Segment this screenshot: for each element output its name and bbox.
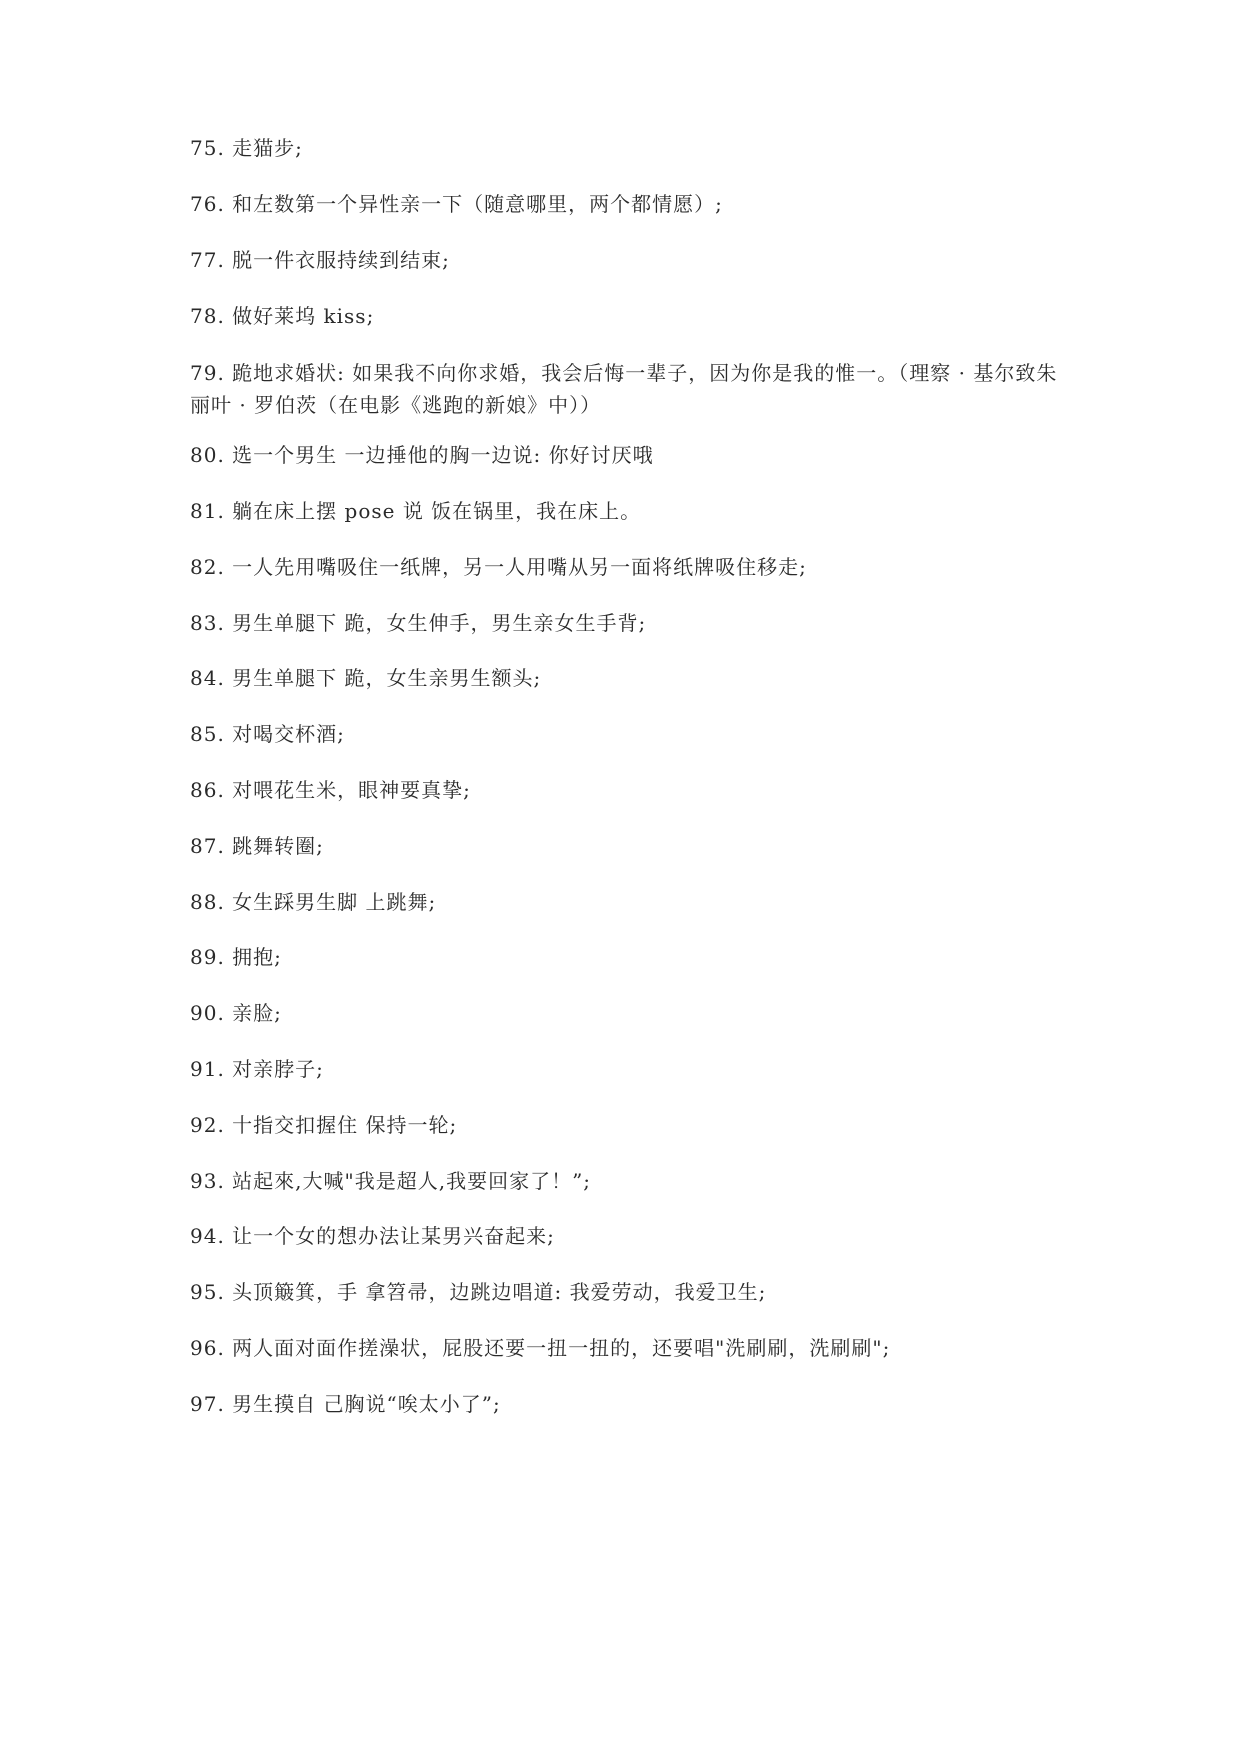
item-number: 84.	[190, 666, 225, 690]
item-number: 81.	[190, 499, 225, 523]
item-number: 94.	[190, 1224, 225, 1248]
item-text: 躺在床上摆 pose 说 饭在锅里，我在床上。	[232, 499, 642, 523]
item-number: 82.	[190, 555, 225, 579]
list-item	[190, 1221, 1070, 1251]
item-text: 对亲脖子;	[232, 1057, 324, 1081]
item-text: 对喝交杯酒;	[232, 722, 345, 746]
list-item	[190, 301, 1070, 331]
item-text: 男生单腿下 跪，女生亲男生额头;	[232, 666, 542, 690]
list-item	[190, 552, 1070, 582]
item-number: 79.	[190, 361, 225, 385]
list-item	[190, 942, 1070, 972]
list-item	[190, 496, 1070, 526]
item-text: 脱一件衣服持续到结束;	[232, 248, 450, 272]
list-item	[190, 998, 1070, 1028]
list-item	[190, 1166, 1070, 1196]
item-text: 头顶簸箕，手 拿笤帚，边跳边唱道: 我爱劳动，我爱卫生;	[232, 1280, 767, 1304]
item-text: 男生单腿下 跪，女生伸手，男生亲女生手背;	[232, 611, 647, 635]
item-number: 75.	[190, 136, 225, 160]
item-number: 77.	[190, 248, 225, 272]
item-number: 86.	[190, 778, 225, 802]
item-text: 一人先用嘴吸住一纸牌，另一人用嘴从另一面将纸牌吸住移走;	[232, 555, 807, 579]
item-number: 87.	[190, 834, 225, 858]
item-text: 做好莱坞 kiss;	[232, 304, 375, 328]
list-item	[190, 245, 1070, 275]
item-text: 站起來,大喊"我是超人,我要回家了！”;	[232, 1169, 592, 1193]
list-item	[190, 1110, 1070, 1140]
list-item	[190, 357, 1070, 421]
item-text: 拥抱;	[232, 945, 282, 969]
item-text: 走猫步;	[232, 136, 303, 160]
list-item	[190, 189, 1070, 219]
item-number: 95.	[190, 1280, 225, 1304]
list-item	[190, 663, 1070, 693]
item-text: 跳舞转圈;	[232, 834, 324, 858]
item-number: 80.	[190, 443, 225, 467]
item-number: 91.	[190, 1057, 225, 1081]
list-item	[190, 1054, 1070, 1084]
item-number: 92.	[190, 1113, 225, 1137]
item-number: 90.	[190, 1001, 225, 1025]
item-number: 88.	[190, 890, 225, 914]
list-item	[190, 133, 1070, 163]
item-text: 女生踩男生脚 上跳舞;	[232, 890, 437, 914]
list-item	[190, 887, 1070, 917]
list-item	[190, 1277, 1070, 1307]
item-number: 76.	[190, 192, 225, 216]
item-text: 十指交扣握住 保持一轮;	[232, 1113, 458, 1137]
item-number: 89.	[190, 945, 225, 969]
list-item	[190, 1333, 1070, 1363]
item-text: 让一个女的想办法让某男兴奋起来;	[232, 1224, 555, 1248]
list-item	[190, 719, 1070, 749]
item-number: 93.	[190, 1169, 225, 1193]
item-text: 和左数第一个异性亲一下（随意哪里，两个都情愿）;	[232, 192, 723, 216]
item-text: 跪地求婚状: 如果我不向你求婚，我会后悔一辈子，因为你是我的惟一。（理察 · 基尔致朱丽叶 · 罗伯茨（在电影《逃跑的新娘》中））	[190, 361, 1058, 417]
list-item	[190, 1389, 1070, 1419]
list-item	[190, 440, 1070, 470]
item-text: 对喂花生米，眼神要真挚;	[232, 778, 471, 802]
item-text: 亲脸;	[232, 1001, 282, 1025]
list-item	[190, 775, 1070, 805]
item-number: 96.	[190, 1336, 225, 1360]
item-number: 83.	[190, 611, 225, 635]
list-item	[190, 608, 1070, 638]
item-number: 85.	[190, 722, 225, 746]
item-number: 78.	[190, 304, 225, 328]
item-text: 男生摸自 己胸说“唉太小了”;	[232, 1392, 501, 1416]
item-number: 97.	[190, 1392, 225, 1416]
list-item	[190, 831, 1070, 861]
item-text: 选一个男生 一边捶他的胸一边说: 你好讨厌哦	[232, 443, 654, 467]
item-text: 两人面对面作搓澡状，屁股还要一扭一扭的，还要唱"洗刷刷，洗刷刷";	[232, 1336, 891, 1360]
